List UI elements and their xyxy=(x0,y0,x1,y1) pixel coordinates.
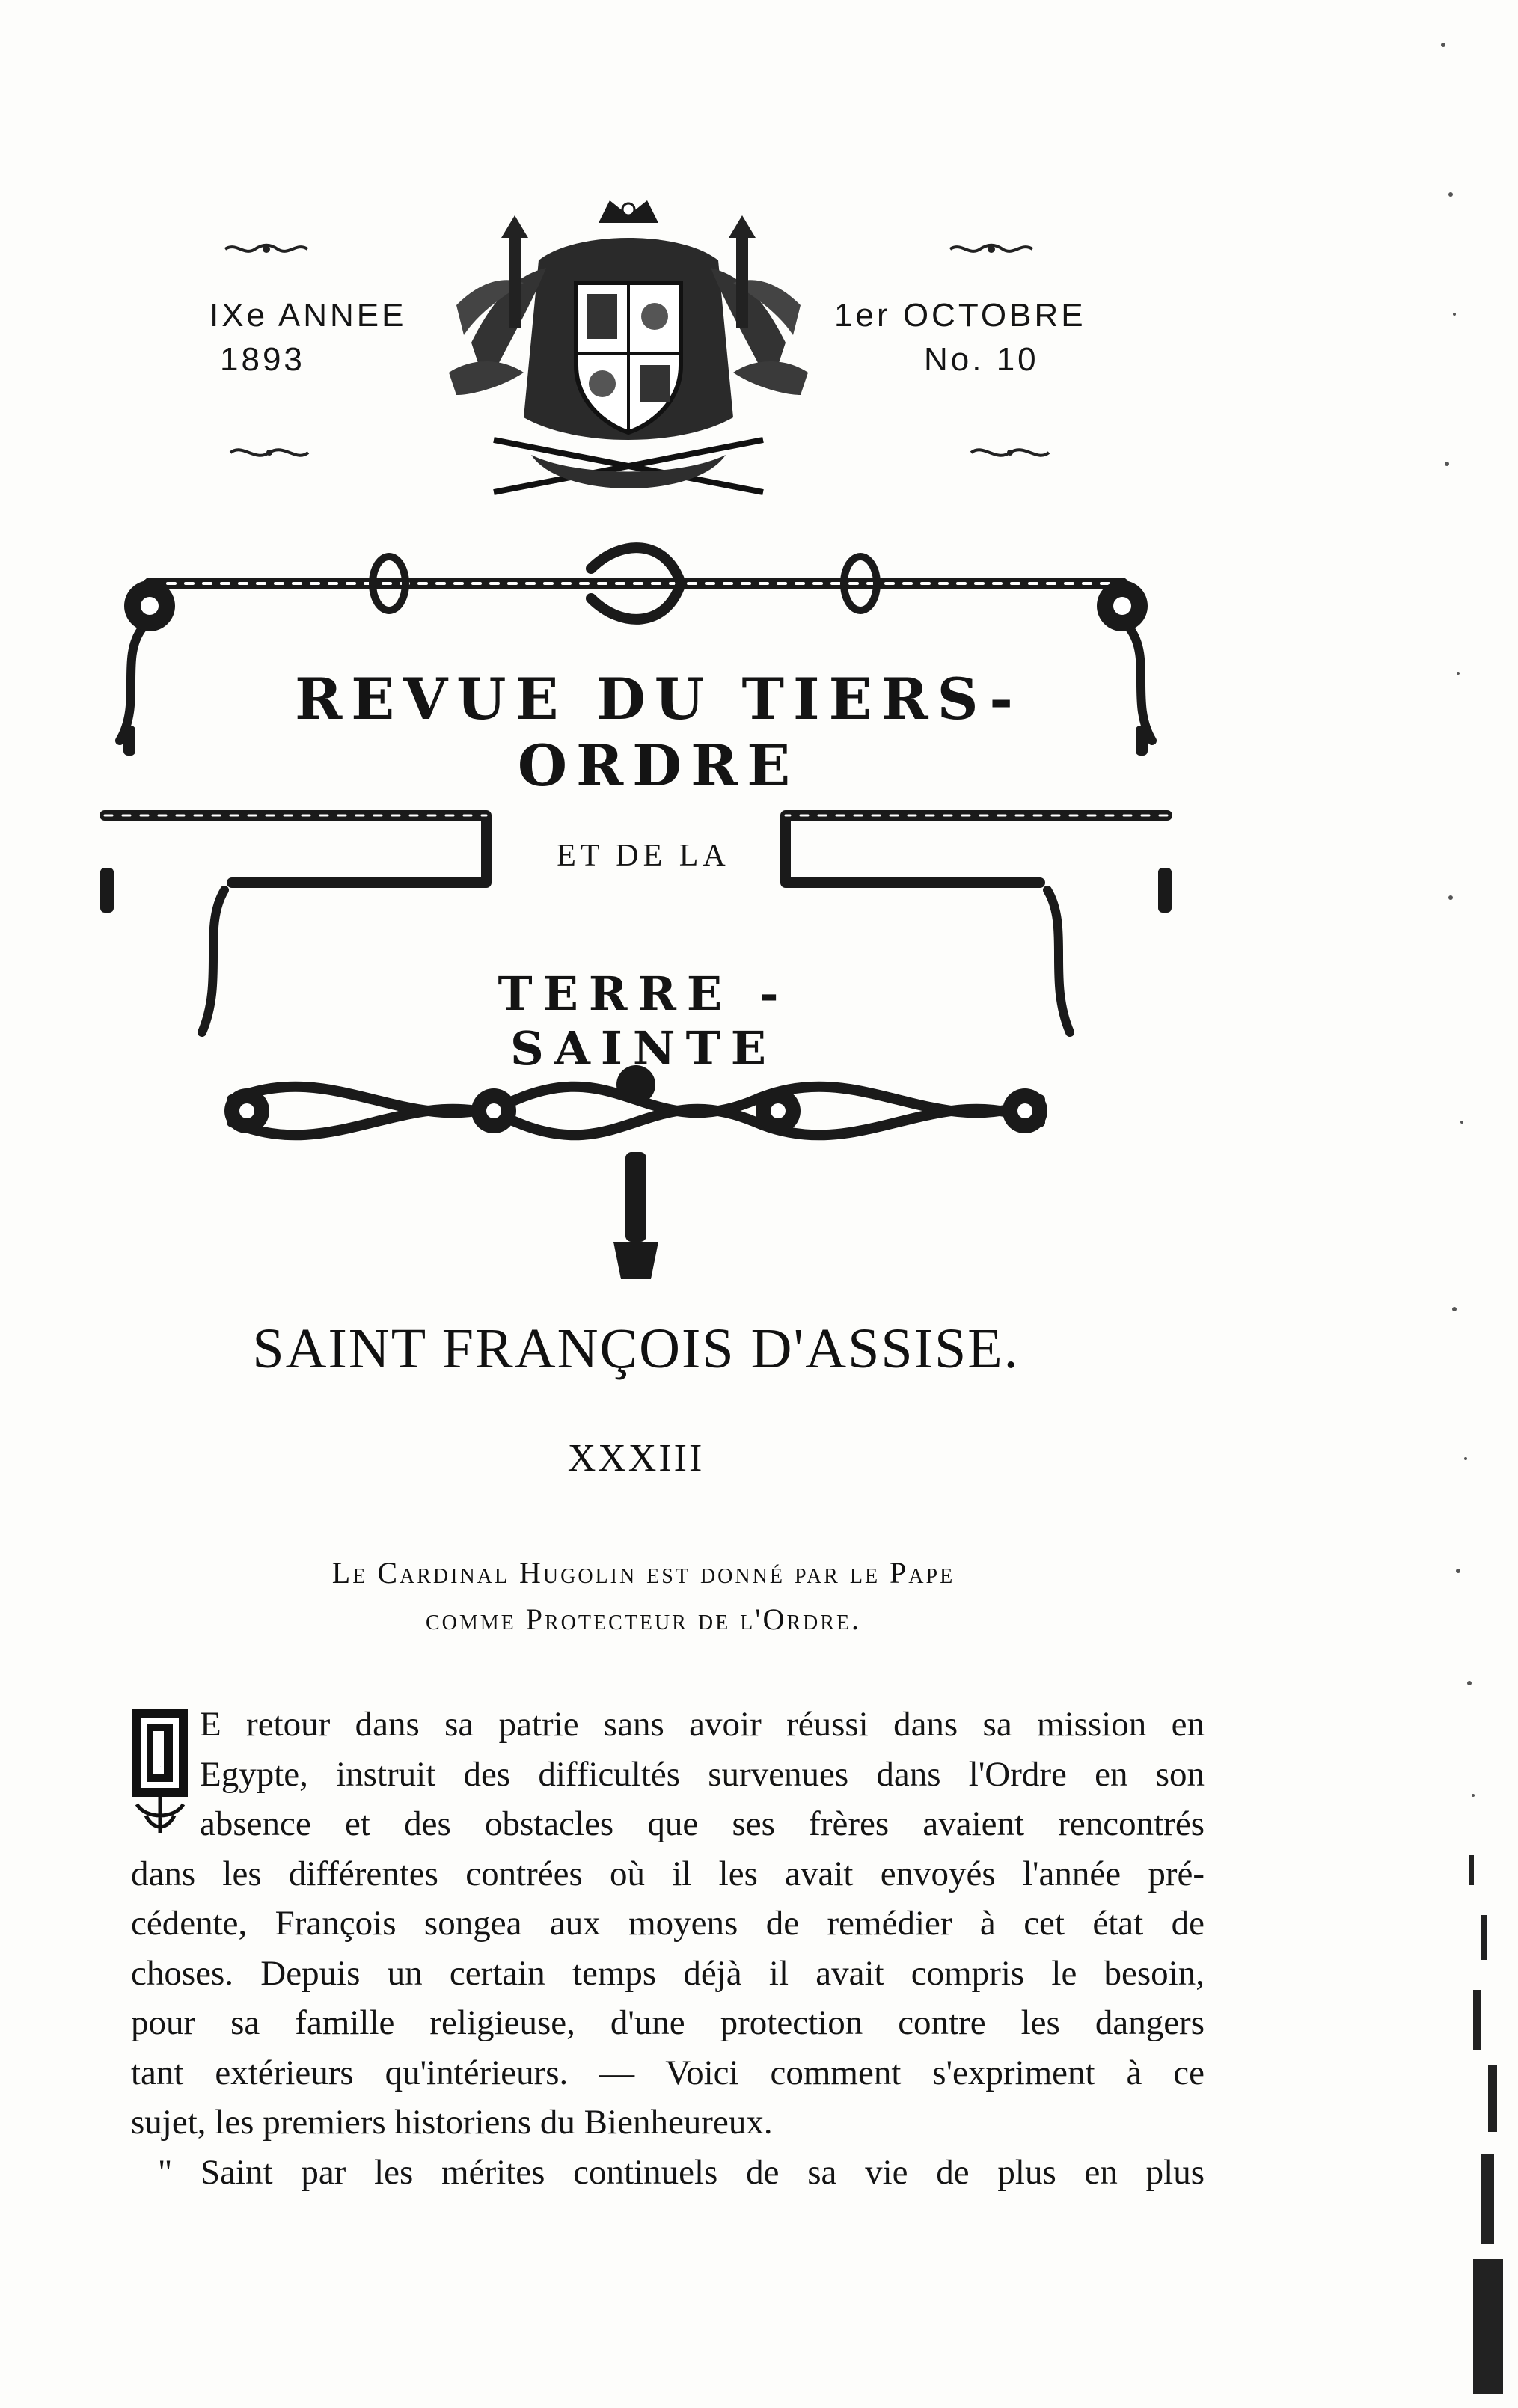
article-body xyxy=(131,1700,1205,2197)
chapter-subtitle xyxy=(180,1550,1107,1643)
year-label: 1893 xyxy=(220,341,305,379)
chapter-subtitle-line: comme Protecteur de l'Ordre. xyxy=(425,1602,862,1636)
body-line: sujet, les premiers historiens du Bienheureux. xyxy=(131,2103,773,2142)
body-line: absence et des obstacles que ses frères avaient rencontrés xyxy=(200,1804,1205,1843)
masthead-right xyxy=(834,293,1086,382)
flourish-ornament-icon xyxy=(221,238,311,260)
body-line: choses. Depuis un certain temps déjà il avait compris le besoin, xyxy=(131,1953,1205,1993)
scan-edge-artifact xyxy=(1428,0,1518,2408)
issue-number-label: No. 10 xyxy=(924,341,1039,379)
masthead-left xyxy=(209,293,406,382)
body-line: cédente, François songea aux moyens de remédier à cet état de xyxy=(131,1904,1205,1943)
body-line: tant extérieurs qu'intérieurs. — Voici comment s'expriment à ce xyxy=(131,2053,1205,2092)
flourish-ornament-icon xyxy=(946,238,1036,260)
body-line: dans les différentes contrées où il les avait envoyés l'année pré- xyxy=(131,1854,1205,1893)
journal-subtitle: TERRE - SAINTE xyxy=(498,966,789,1076)
title-cartouche-frame xyxy=(97,539,1175,1287)
flourish-ornament-icon xyxy=(224,441,314,464)
journal-title-connector: ET DE LA xyxy=(557,839,730,873)
volume-year-label: IXe ANNEE xyxy=(209,297,407,334)
drop-cap-letter: D xyxy=(160,1767,161,1768)
body-line: " Saint par les mérites continuels de sa vie de plus en plus xyxy=(158,2152,1205,2192)
chapter-number: XXXIII xyxy=(567,1437,705,1480)
chapter-subtitle-line: Le Cardinal Hugolin est donné par le Pape xyxy=(331,1556,955,1590)
article-title: SAINT FRANÇOIS D'ASSISE. xyxy=(252,1317,1020,1380)
issue-date-label: 1er OCTOBRE xyxy=(834,297,1086,334)
flourish-ornament-icon xyxy=(965,441,1055,464)
journal-title: REVUE DU TIERS-ORDRE xyxy=(295,666,1022,799)
coat-of-arms-icon xyxy=(426,193,830,515)
body-line: Egypte, instruit des difficultés survenues dans l'Ordre en son xyxy=(200,1754,1205,1794)
body-line: pour sa famille religieuse, d'une protection contre les dangers xyxy=(131,2003,1205,2042)
body-line: E retour dans sa patrie sans avoir réussi dans sa mission en xyxy=(200,1705,1205,1744)
